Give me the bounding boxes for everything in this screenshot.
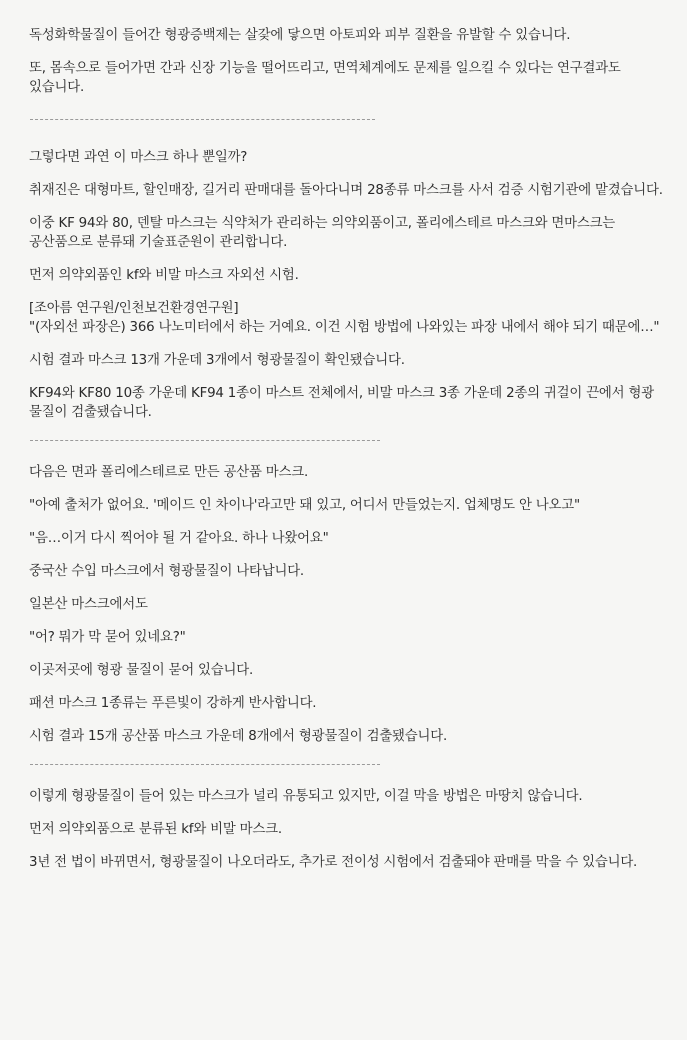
paragraph: 중국산 수입 마스크에서 형광물질이 나타납니다. (29, 564, 304, 579)
paragraph: 먼저 의약외품으로 분류된 kf와 비말 마스크. (29, 822, 282, 837)
speaker-label: [조아름 연구원/인천보건환경연구원] (29, 301, 239, 316)
paragraph: 그렇다면 과연 이 마스크 하나 뿐일까? (29, 150, 248, 165)
dashed-divider (30, 764, 380, 765)
interview-quote (29, 299, 665, 337)
dashed-divider (30, 440, 380, 441)
paragraph: 취재진은 대형마트, 할인매장, 길거리 판매대를 돌아다니며 28종류 마스크를 사서 검증 시험기관에 맡겼습니다. (29, 183, 663, 198)
paragraph: "어? 뭐가 막 묻어 있네요?" (29, 630, 186, 645)
quote-text: "(자외선 파장은) 366 나노미터에서 하는 거예요. 이건 시험 방법에 나와있는 파장 내에서 해야 되기 때문에…" (29, 320, 660, 335)
paragraph: 다음은 면과 폴리에스테르로 만든 공산품 마스크. (29, 465, 309, 480)
paragraph: "음…이거 다시 찍어야 될 거 같아요. 하나 나왔어요" (29, 531, 329, 546)
paragraph: KF94와 KF80 10종 가운데 KF94 1종이 마스트 전체에서, 비말 마스크 3종 가운데 2종의 귀걸이 끈에서 형광 물질이 검출됐습니다. (29, 386, 654, 420)
paragraph: 3년 전 법이 바뀌면서, 형광물질이 나오더라도, 추가로 전이성 시험에서 검출돼야 판매를 막을 수 있습니다. (29, 855, 638, 870)
dashed-divider (30, 119, 375, 120)
paragraph: 이중 KF 94와 80, 덴탈 마스크는 식약처가 관리하는 의약외품이고, 폴리에스테르 마스크와 면마스크는 공산품으로 분류돼 기술표준원이 관리합니다. (29, 216, 616, 250)
paragraph: 독성화학물질이 들어간 형광증백제는 살갗에 닿으면 아토피와 피부 질환을 유발할 수 있습니다. (29, 28, 571, 43)
paragraph: 패션 마스크 1종류는 푸른빛이 강하게 반사합니다. (29, 696, 317, 711)
paragraph: 일본산 마스크에서도 (29, 597, 148, 612)
paragraph: 또, 몸속으로 들어가면 간과 신장 기능을 떨어뜨리고, 면역체계에도 문제를 일으킬 수 있다는 연구결과도 있습니다. (29, 61, 621, 95)
paragraph: 시험 결과 15개 공산품 마스크 가운데 8개에서 형광물질이 검출됐습니다. (29, 729, 448, 744)
paragraph: "아예 출처가 없어요. '메이드 인 차이나'라고만 돼 있고, 어디서 만들었는지. 업체명도 안 나오고" (29, 498, 580, 513)
paragraph: 시험 결과 마스크 13개 가운데 3개에서 형광물질이 확인됐습니다. (29, 353, 405, 368)
paragraph: 이곳저곳에 형광 물질이 묻어 있습니다. (29, 663, 254, 678)
paragraph: 먼저 의약외품인 kf와 비말 마스크 자외선 시험. (29, 268, 299, 283)
paragraph: 이렇게 형광물질이 들어 있는 마스크가 널리 유통되고 있지만, 이걸 막을 방법은 마땅치 않습니다. (29, 789, 583, 804)
